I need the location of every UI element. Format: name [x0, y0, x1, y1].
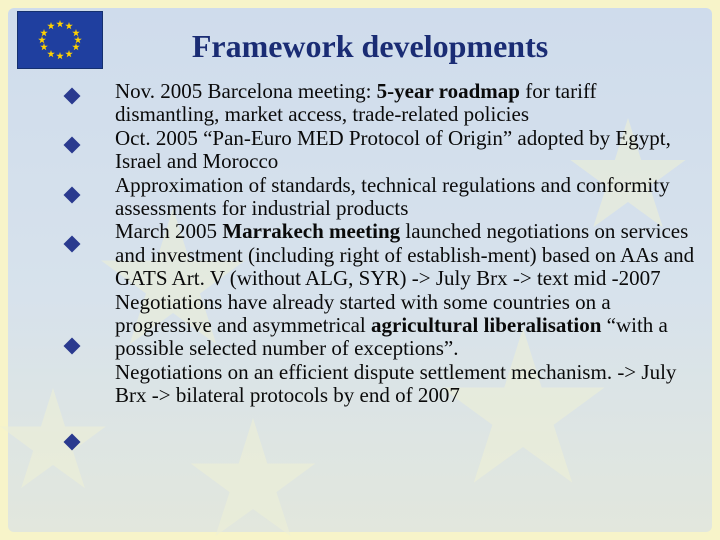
- flag-star-icon: [47, 50, 55, 58]
- bullet-text-bold: 5-year roadmap: [376, 79, 520, 103]
- bullet-text: March 2005: [115, 219, 223, 244]
- bullet-item: [115, 127, 695, 174]
- bullet-text: “with a possible selected number of exceptions”.: [115, 313, 668, 361]
- eu-flag-icon: [18, 12, 102, 68]
- flag-star-icon: [72, 43, 80, 51]
- bullet-text: Approximation of standards, technical regulations and conformity assessments for industrial products: [115, 172, 670, 221]
- flag-star-icon: [72, 29, 80, 37]
- bullet-text: Nov. 2005 Barcelona meeting:: [115, 79, 377, 103]
- background-star-icon: [188, 418, 318, 540]
- bullet-text: for tariff dismantling, market access, trade-related policies: [115, 79, 597, 127]
- flag-star-icon: [65, 22, 73, 30]
- bullet-text: Negotiations have already started with some countries on a progressive and asymmetrical: [115, 289, 611, 338]
- bullet-list: [115, 80, 695, 408]
- bullet-text: Negotiations on an efficient dispute settlement mechanism. -> July Brx -> bilateral protocols by end of 2007: [115, 359, 677, 408]
- bullet-text-bold: agricultural liberalisation: [371, 313, 602, 338]
- flag-star-icon: [74, 36, 82, 44]
- bullet-text: Oct. 2005 “Pan-Euro MED Protocol of Origin” adopted by Egypt, Israel and Morocco: [115, 125, 671, 174]
- flag-star-icon: [40, 43, 48, 51]
- bullet-item: [115, 220, 695, 290]
- bullet-text: launched negotiations on services and investment (including right of establish-ment) based on AAs and GATS Art. V (without ALG, SYR) -> July Brx -> text mid -2007: [115, 219, 695, 291]
- flag-star-icon: [38, 36, 46, 44]
- bullet-item: [115, 80, 695, 127]
- flag-star-icon: [65, 50, 73, 58]
- bullet-item: [115, 174, 695, 221]
- bullet-item: [115, 361, 695, 408]
- background-star-icon: [0, 388, 108, 498]
- flag-star-icon: [47, 22, 55, 30]
- slide-title: Framework developments: [191, 28, 549, 64]
- flag-star-icon: [56, 20, 64, 28]
- flag-star-icon: [56, 52, 64, 60]
- bullet-item: [115, 291, 695, 361]
- bullet-text-bold: Marrakech meeting: [222, 219, 401, 244]
- flag-star-icon: [40, 29, 48, 37]
